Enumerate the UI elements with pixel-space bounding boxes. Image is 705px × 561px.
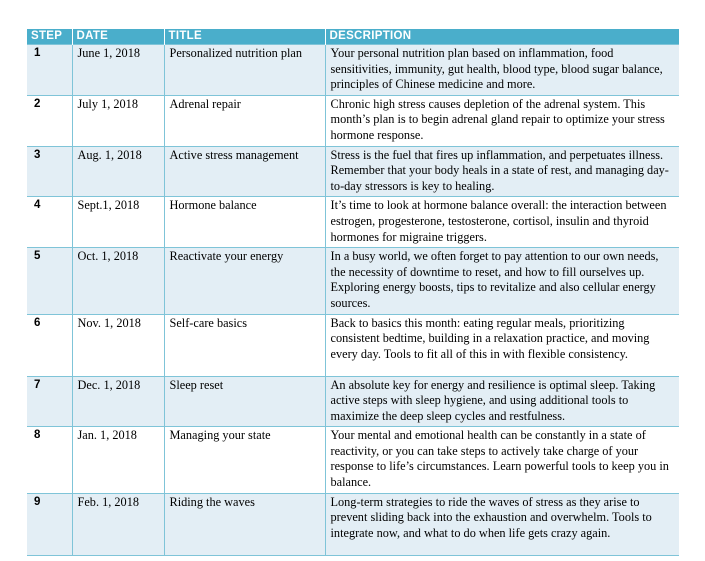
table-row	[27, 146, 679, 197]
table-row	[27, 493, 679, 555]
title-cell: Managing your state	[164, 427, 325, 493]
date-cell: Aug. 1, 2018	[72, 146, 164, 197]
date-cell: Jan. 1, 2018	[72, 427, 164, 493]
program-schedule-table	[27, 29, 679, 556]
date-cell: Sept.1, 2018	[72, 197, 164, 248]
step-cell: 3	[27, 146, 72, 197]
title-cell: Active stress management	[164, 146, 325, 197]
step-cell: 5	[27, 248, 72, 314]
date-cell: Nov. 1, 2018	[72, 314, 164, 376]
step-cell: 4	[27, 197, 72, 248]
title-cell: Adrenal repair	[164, 95, 325, 146]
title-cell: Reactivate your energy	[164, 248, 325, 314]
description-cell: An absolute key for energy and resilience is optimal sleep. Taking active steps with sleep hygiene, and using additional tools to maximize the deep sleep cycles and restfulness.	[325, 376, 679, 427]
title-cell: Sleep reset	[164, 376, 325, 427]
description-cell: Your personal nutrition plan based on inflammation, food sensitivities, immunity, gut health, blood type, blood sugar balance, principles of Chinese medicine and more.	[325, 45, 679, 96]
description-cell: In a busy world, we often forget to pay attention to our own needs, the necessity of downtime to reset, and how to fill ourselves up. Exploring energy boosts, tips to revitalize and also cellular energy sources.	[325, 248, 679, 314]
title-cell: Hormone balance	[164, 197, 325, 248]
title-cell: Personalized nutrition plan	[164, 45, 325, 96]
step-cell: 1	[27, 45, 72, 96]
description-cell: Stress is the fuel that fires up inflammation, and perpetuates illness. Remember that your body heals in a state of rest, and managing day-to-day stressors is key to healing.	[325, 146, 679, 197]
date-cell: Oct. 1, 2018	[72, 248, 164, 314]
step-cell: 7	[27, 376, 72, 427]
header-title: TITLE	[164, 29, 325, 45]
description-cell: Long-term strategies to ride the waves of stress as they arise to prevent sliding back into the exhaustion and overwhelm. Tools to integrate now, and what to do when life gets crazy again.	[325, 493, 679, 555]
header-date: DATE	[72, 29, 164, 45]
description-cell: It’s time to look at hormone balance overall: the interaction between estrogen, progesterone, testosterone, cortisol, insulin and thyroid hormones for migraine triggers.	[325, 197, 679, 248]
table-row	[27, 248, 679, 314]
table-row	[27, 197, 679, 248]
table-row	[27, 427, 679, 493]
step-cell: 2	[27, 95, 72, 146]
date-cell: Dec. 1, 2018	[72, 376, 164, 427]
date-cell: July 1, 2018	[72, 95, 164, 146]
table-body	[27, 45, 679, 556]
table-header	[27, 29, 679, 45]
table-row	[27, 314, 679, 376]
header-description: DESCRIPTION	[325, 29, 679, 45]
description-cell: Your mental and emotional health can be constantly in a state of reactivity, or you can take steps to actively take charge of your response to life’s circumstances. Learn powerful tools to keep you in balance.	[325, 427, 679, 493]
program-schedule-table-container	[27, 29, 679, 556]
date-cell: Feb. 1, 2018	[72, 493, 164, 555]
table-row	[27, 45, 679, 96]
description-cell: Back to basics this month: eating regular meals, prioritizing consistent bedtime, building in a relaxation practice, and moving every day. Tools to fit all of this in with flexible consistency.	[325, 314, 679, 376]
table-row	[27, 376, 679, 427]
step-cell: 6	[27, 314, 72, 376]
header-step: STEP	[27, 29, 72, 45]
step-cell: 9	[27, 493, 72, 555]
title-cell: Self-care basics	[164, 314, 325, 376]
table-row	[27, 95, 679, 146]
description-cell: Chronic high stress causes depletion of the adrenal system. This month’s plan is to begin adrenal gland repair to optimize your stress hormone response.	[325, 95, 679, 146]
date-cell: June 1, 2018	[72, 45, 164, 96]
header-row	[27, 29, 679, 45]
step-cell: 8	[27, 427, 72, 493]
title-cell: Riding the waves	[164, 493, 325, 555]
